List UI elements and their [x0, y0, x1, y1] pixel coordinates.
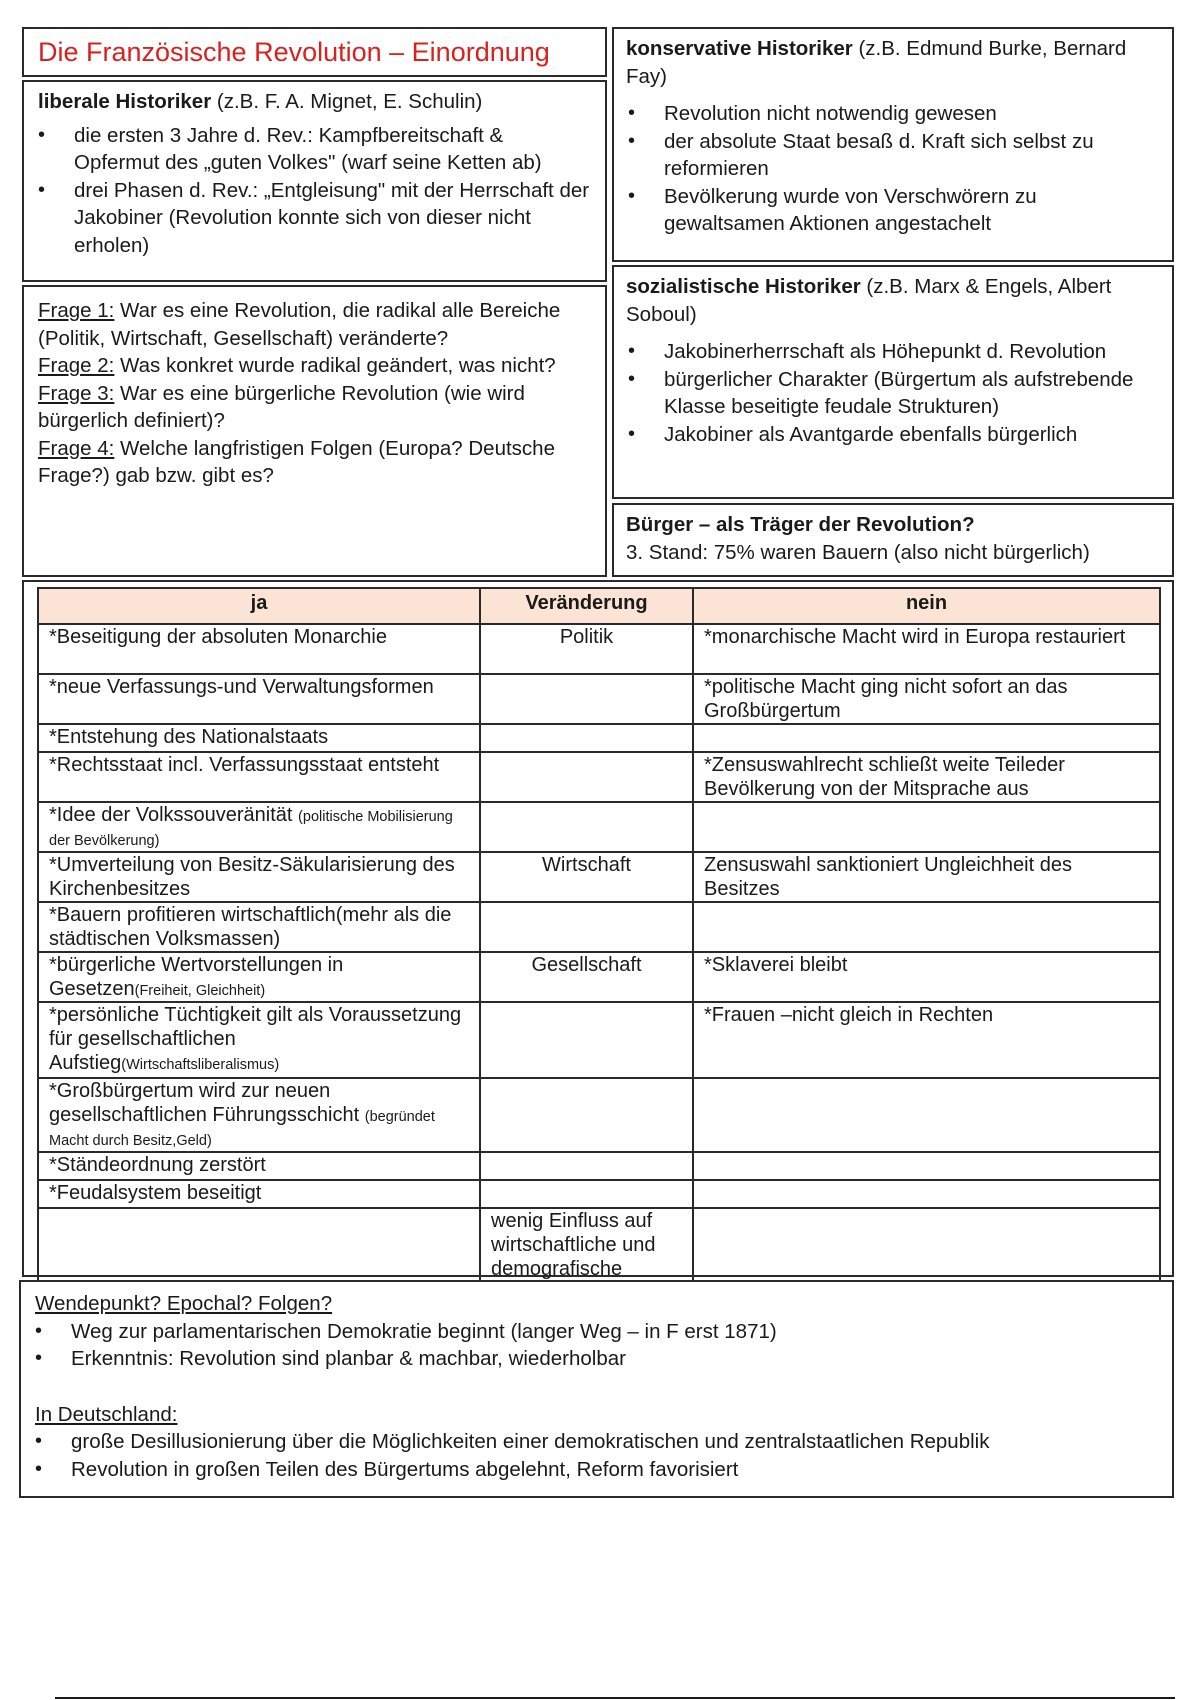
table-row: [38, 1002, 1160, 1078]
conservative-historians-box: [612, 27, 1174, 262]
ja-cell: *Bauern profitieren wirtschaftlich(mehr als die städtischen Volksmassen): [49, 904, 452, 950]
nein-cell: Zensuswahl sanktioniert Ungleichheit des Besitzes: [693, 852, 1160, 902]
table-row: [38, 752, 1160, 802]
table-header-row: [38, 588, 1160, 624]
list-item: • bürgerlicher Charakter (Bürgertum als aufstrebende Klasse beseitigte feudale Strukturen): [614, 366, 1160, 421]
nein-cell: [693, 1078, 1160, 1152]
nein-cell: *Zensuswahlrecht schließt weite Teileder Bevölkerung von der Mitsprache aus: [693, 752, 1160, 802]
nein-cell: [693, 1180, 1160, 1208]
ja-cell: *Entstehung des Nationalstaats: [49, 726, 329, 748]
header-ja: ja: [38, 588, 480, 624]
ja-cell-note: (politische Mobilisierung der Bevölkerung): [49, 809, 453, 849]
nein-cell: *Frauen –nicht gleich in Rechten: [693, 1002, 1160, 1078]
citizen-heading: Bürger – als Träger der Revolution?: [626, 513, 975, 536]
table-row: [38, 1152, 1160, 1180]
list-item: • Jakobinerherrschaft als Höhepunkt d. Revolution: [614, 338, 1160, 366]
liberal-historians-box: [22, 80, 607, 282]
category-cell: [480, 1152, 693, 1180]
liberal-heading: liberale Historiker (z.B. F. A. Mignet, E. Schulin): [38, 90, 483, 113]
socialist-heading: sozialistische Historiker (z.B. Marx & Engels, Albert Soboul): [626, 275, 1112, 326]
category-cell: [480, 902, 693, 952]
table-row: [38, 1078, 1160, 1152]
nein-cell: [693, 1152, 1160, 1180]
nein-cell: *politische Macht ging nicht sofort an das Großbürgertum: [693, 674, 1160, 724]
ja-cell: *neue Verfassungs-und Verwaltungsformen: [49, 676, 434, 698]
question-2: Frage 2: Was konkret wurde radikal geändert, was nicht?: [38, 354, 556, 377]
ja-cell: *Rechtsstaat incl. Verfassungsstaat entsteht: [49, 754, 440, 776]
germany-list: [21, 1428, 1158, 1483]
ja-cell-note: (begründet Macht durch Besitz,Geld): [49, 1109, 435, 1149]
germany-heading: In Deutschland:: [35, 1402, 178, 1426]
category-cell: [480, 674, 693, 724]
nein-cell: [693, 724, 1160, 752]
table-row: [38, 624, 1160, 674]
question-1: Frage 1: War es eine Revolution, die radikal alle Bereiche (Politik, Wirtschaft, Gesellschaft) veränderte?: [38, 299, 561, 350]
category-cell: Gesellschaft: [480, 952, 693, 1002]
list-item: • große Desillusionierung über die Möglichkeiten einer demokratischen und zentralstaatlichen Republik: [21, 1428, 1158, 1456]
table-row: [38, 1180, 1160, 1208]
ja-cell: *persönliche Tüchtigkeit gilt als Voraussetzung für gesellschaftlichen Aufstieg: [49, 1004, 462, 1074]
table-row: [38, 902, 1160, 952]
category-cell: Politik: [480, 624, 693, 674]
table-row: [38, 724, 1160, 752]
nein-cell: *Sklaverei bleibt: [693, 952, 1160, 1002]
category-cell: [480, 1002, 693, 1078]
turning-point-box: [19, 1280, 1174, 1498]
list-item: • Erkenntnis: Revolution sind planbar & machbar, wiederholbar: [21, 1345, 1158, 1373]
nein-cell: *monarchische Macht wird in Europa restauriert: [693, 624, 1160, 674]
socialist-historians-box: [612, 265, 1174, 499]
list-item: • Revolution in großen Teilen des Bürgertums abgelehnt, Reform favorisiert: [21, 1456, 1158, 1484]
citizen-text: 3. Stand: 75% waren Bauern (also nicht bürgerlich): [626, 540, 1090, 564]
ja-cell: *Großbürgertum wird zur neuen gesellschaftlichen Führungsschicht: [49, 1080, 365, 1126]
ja-cell: *Feudalsystem beseitigt: [49, 1182, 262, 1204]
nein-cell: [693, 902, 1160, 952]
list-item: • Bevölkerung wurde von Verschwörern zu gewaltsamen Aktionen angestachelt: [614, 183, 1160, 238]
table-row: [38, 802, 1160, 852]
turning-point-list: [21, 1318, 1158, 1373]
table-row: [38, 674, 1160, 724]
nein-cell: [693, 802, 1160, 852]
ja-cell: *Umverteilung von Besitz-Säkularisierung des Kirchenbesitzes: [49, 854, 455, 900]
citizen-box: [612, 503, 1174, 577]
header-veraenderung: Veränderung: [480, 588, 693, 624]
table-row: [38, 852, 1160, 902]
ja-cell-note: (Freiheit, Gleichheit): [134, 983, 266, 999]
question-3: Frage 3: War es eine bürgerliche Revolution (wie wird bürgerlich definiert)?: [38, 381, 525, 432]
comparison-table: [37, 587, 1161, 1307]
footer-rule: [55, 1697, 1175, 1699]
list-item: • Revolution nicht notwendig gewesen: [614, 100, 1160, 128]
ja-cell: *bürgerliche Wertvorstellungen in Gesetzen: [49, 954, 344, 1000]
conservative-heading: konservative Historiker (z.B. Edmund Burke, Bernard Fay): [626, 37, 1127, 88]
list-item: • Jakobiner als Avantgarde ebenfalls bürgerlich: [614, 421, 1160, 449]
list-item: • die ersten 3 Jahre d. Rev.: Kampfbereitschaft & Opfermut des „guten Volkes" (warf seine Ketten ab): [24, 122, 591, 177]
category-cell: [480, 1078, 693, 1152]
question-4: Frage 4: Welche langfristigen Folgen (Europa? Deutsche Frage?) gab bzw. gibt es?: [38, 436, 555, 487]
questions-box: [22, 285, 607, 577]
ja-cell-note: (Wirtschaftsliberalismus): [121, 1057, 280, 1073]
category-cell: [480, 752, 693, 802]
ja-cell: *Idee der Volkssouveränität: [49, 804, 299, 826]
category-cell: [480, 802, 693, 852]
turning-point-heading: Wendepunkt? Epochal? Folgen?: [35, 1292, 333, 1315]
list-item: • drei Phasen d. Rev.: „Entgleisung" mit der Herrschaft der Jakobiner (Revolution konnte sich von dieser nicht erholen): [24, 177, 591, 260]
ja-cell: *Beseitigung der absoluten Monarchie: [49, 626, 387, 648]
liberal-list: [24, 122, 591, 260]
category-cell: [480, 1180, 693, 1208]
ja-cell: *Ständeordnung zerstört: [49, 1154, 266, 1176]
category-cell: [480, 724, 693, 752]
table-row: [38, 952, 1160, 1002]
socialist-list: [614, 338, 1160, 448]
list-item: • der absolute Staat besaß d. Kraft sich selbst zu reformieren: [614, 128, 1160, 183]
page-title: Die Französische Revolution – Einordnung: [38, 37, 550, 67]
category-cell: wenig Einfluss auf wirtschaftliche und demografische: [480, 1208, 693, 1306]
category-cell: Wirtschaft: [480, 852, 693, 902]
title-box: [22, 27, 607, 77]
header-nein: nein: [693, 588, 1160, 624]
list-item: • Weg zur parlamentarischen Demokratie beginnt (langer Weg – in F erst 1871): [21, 1318, 1158, 1346]
conservative-list: [614, 100, 1160, 238]
